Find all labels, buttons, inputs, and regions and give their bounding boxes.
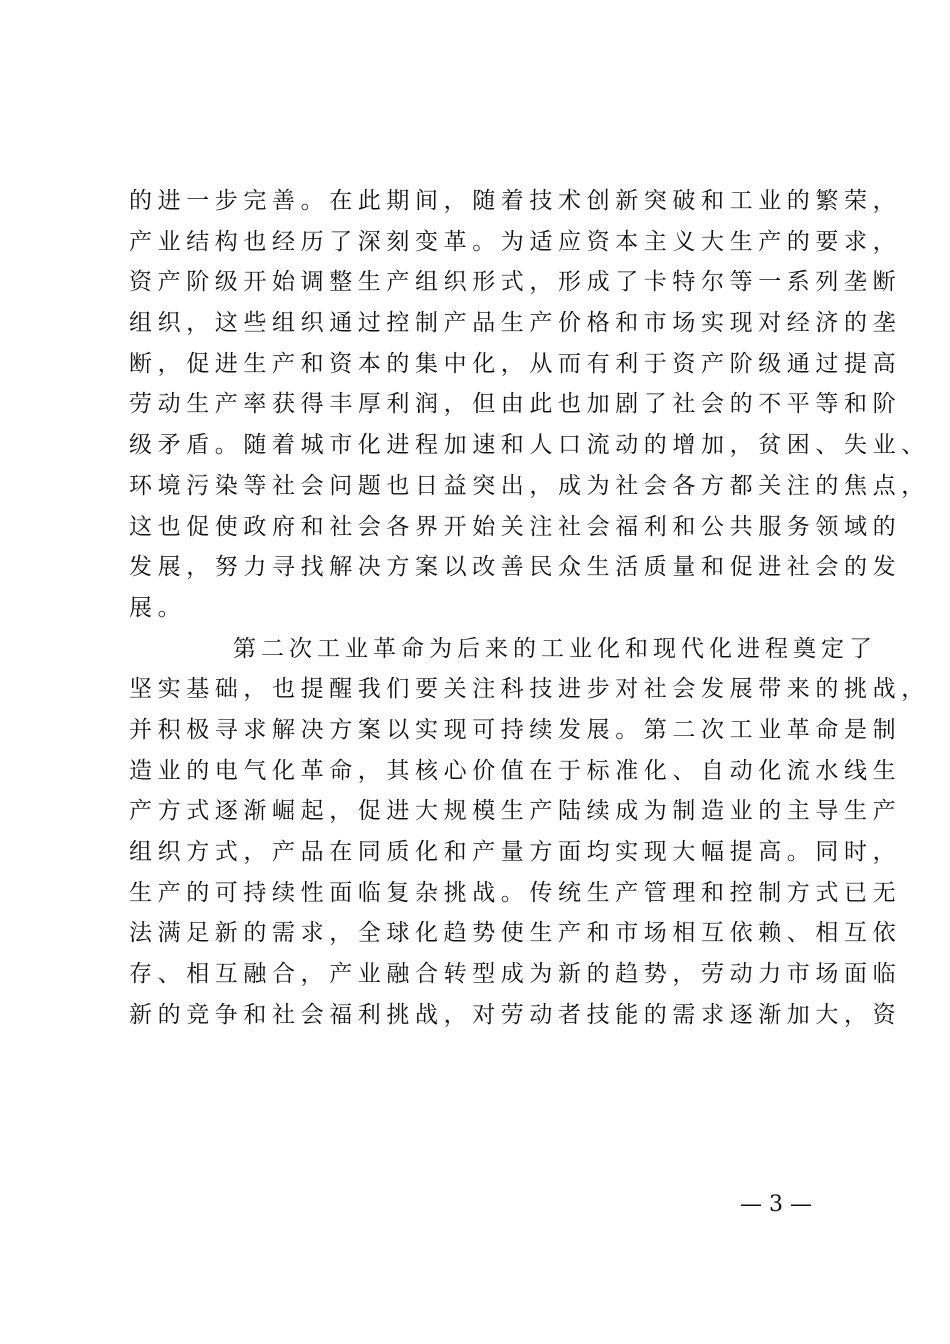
text-line: 资产阶级开始调整生产组织形式，形成了卡特尔等一系列垄断 [129,269,902,296]
text-line: 产业结构也经历了深刻变革。为适应资本主义大生产的要求， [129,228,902,255]
text-line: 断，促进生产和资本的集中化，从而有利于资产阶级通过提高 [129,350,902,377]
text-line: 法满足新的需求，全球化趋势使生产和市场相互依赖、相互依 [129,920,902,947]
text-line: 的进一步完善。在此期间，随着技术创新突破和工业的繁荣， [129,188,902,214]
text-line: 并积极寻求解决方案以实现可持续发展。第二次工业革命是制 [129,716,902,743]
text-line: 组织，这些组织通过控制产品生产价格和市场实现对经济的垄 [129,310,902,337]
text-line: 组织方式，产品在同质化和产量方面均实现大幅提高。同时， [129,839,902,865]
text-line: 产方式逐渐崛起，促进大规模生产陆续成为制造业的主导生产 [129,798,902,825]
text-line: 劳动生产率获得丰厚利润，但由此也加剧了社会的不平等和阶 [129,391,902,418]
text-line: 造业的电气化革命，其核心价值在于标准化、自动化流水线生 [129,757,902,784]
text-line: 坚实基础，也提醒我们要关注科技进步对社会发展带来的挑战， [129,676,930,703]
text-line: 发展，努力寻找解决方案以改善民众生活质量和促进社会的发 [129,554,902,581]
text-line: 环境污染等社会问题也日益突出，成为社会各方都关注的焦点， [129,472,930,499]
text-line: 新的竞争和社会福利挑战，对劳动者技能的需求逐渐加大，资 [129,1001,902,1028]
text-line: 生产的可持续性面临复杂挑战。传统生产管理和控制方式已无 [129,879,902,906]
text-line: 这也促使政府和社会各界开始关注社会福利和公共服务领域的 [129,513,902,540]
text-line: 存、相互融合，产业融合转型成为新的趋势，劳动力市场面临 [129,961,902,988]
text-line: 展。 [129,594,187,621]
paragraph-first-line: 第二次工业革命为后来的工业化和现代化进程奠定了 [233,635,877,662]
page-number: — 3 — [740,1192,812,1217]
body-text [129,181,930,1035]
text-line: 级矛盾。随着城市化进程加速和人口流动的增加，贫困、失业、 [129,432,930,459]
